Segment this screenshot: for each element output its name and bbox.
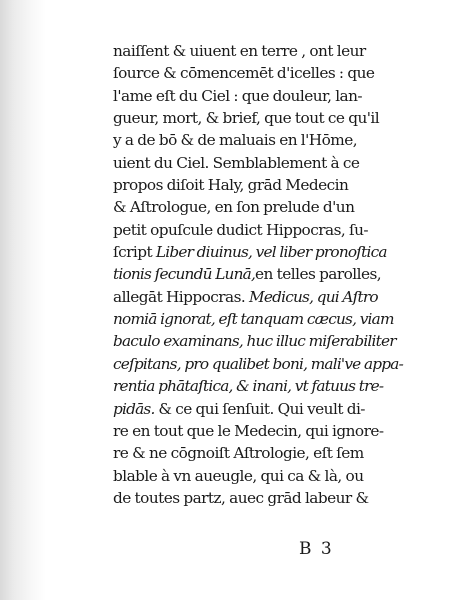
text-line: naiſſent & uiuent en terre , ont leur [113,42,366,60]
italic-run: Liber diuinus, vel liber pronoſtica [155,243,387,262]
text-line: y a de bō & de maluais en l'Hōme, [113,131,358,150]
body-text [113,40,445,509]
text-line: ſource & cōmencemēt d'icelles : que [113,64,375,83]
signature-mark: B 3 [299,539,334,559]
text-line: & Aſtrologue, en ſon prelude d'un [113,198,355,217]
text-line: baculo examinans, huc illuc miſerabiliter [113,332,396,351]
text-line: blable à vn aueugle, qui ca & là, ou [113,466,364,485]
text-line: rentia phātaſtica, & inani, vt fatuus tre- [113,377,384,396]
text-line: uient du Ciel. Semblablement à ce [113,153,360,172]
text-line [113,241,445,263]
text-line: re en tout que le Medecin, qui ignore- [113,421,384,440]
roman-run: ſcript [113,243,156,262]
italic-run: Medicus, qui Aſtro [249,287,378,306]
text-line: nomiā ignorat, eſt tanquam cæcus, viam [113,310,394,329]
text-line [113,398,445,420]
text-line: l'ame eſt du Ciel : que douleur, lan- [113,86,363,105]
italic-run: tionis ſecundū Lunā, [113,265,256,284]
text-line: de toutes partz, auec grād labeur & [113,488,369,507]
text-line: ceſpitans, pro qualibet boni, mali've appa- [113,354,403,373]
text-line: propos diſoit Haly, grād Medecin [113,176,349,195]
text-line [113,263,445,285]
text-line: petit opuſcule dudict Hippocras, ſu- [113,220,369,239]
roman-run: allegāt Hippocras. [113,287,250,306]
italic-run: pidās. [113,399,155,418]
roman-run: & ce qui ſenſuit. Qui veult di- [154,399,365,418]
roman-run: en telles parolles, [255,265,382,284]
text-line [113,286,445,308]
text-line: re & ne cōgnoiſt Aſtrologie, eſt ſem [113,444,364,463]
text-line: gueur, mort, & brief, que tout ce qu'il [113,109,380,128]
gutter-shadow [0,0,46,600]
